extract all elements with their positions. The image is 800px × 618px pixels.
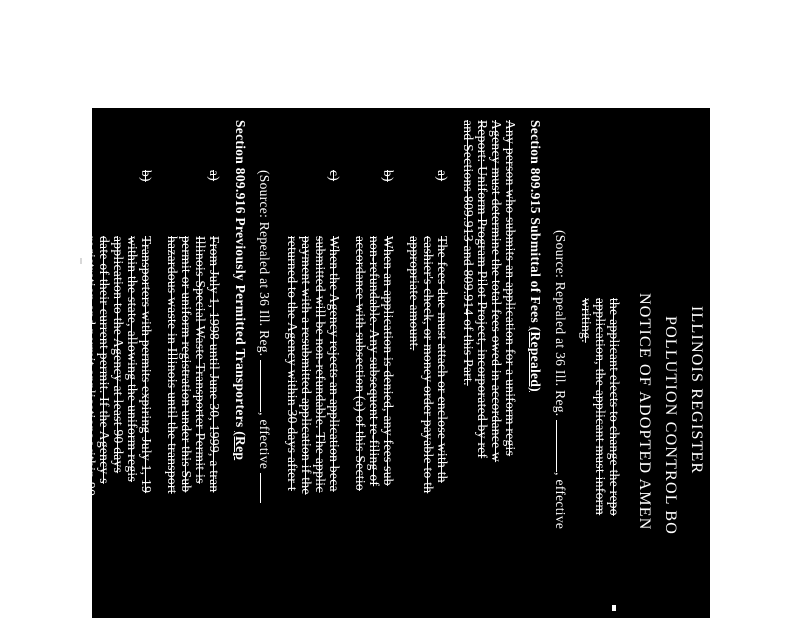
item-916b-line-2: within the state, allowing the uniform regis bbox=[125, 236, 140, 483]
item-b-marker: b) bbox=[381, 170, 396, 182]
source-note-2-blank bbox=[260, 360, 272, 412]
scan-speck bbox=[80, 258, 82, 264]
item-a-line-2: cashier's check, or money order payable to th bbox=[421, 236, 436, 494]
source-note-1-text: (Source: Repealed at 36 Ill. Reg. bbox=[553, 230, 568, 421]
item-916a-line-1: From July 1, 1998 until June 30, 1999, a tran bbox=[207, 236, 222, 493]
source-note-1 bbox=[553, 230, 568, 529]
item-c-line-4: returned to the Agency within 30 days after t bbox=[285, 236, 300, 491]
item-916b-line-4: date of their current permit. If the Agency s bbox=[97, 236, 112, 484]
section-915-line-1: Any person who submits an application for a uniform regis bbox=[503, 120, 518, 457]
board-title: POLLUTION CONTROL BO bbox=[662, 316, 679, 535]
section-916-heading-text: Section 809.916 Previously Permitted Transporters bbox=[233, 120, 248, 432]
item-a-marker: a) bbox=[435, 170, 450, 182]
section-916-heading bbox=[233, 120, 248, 460]
item-c-line-3: payment with a resubmitted application if the bbox=[299, 236, 314, 495]
source-note-2-text: (Source: Repealed at 36 Ill. Reg. bbox=[257, 170, 272, 361]
item-c-line-2: submitted will be non-refundable. The applic bbox=[313, 236, 328, 493]
intro-line-2: application, the applicant must inform bbox=[593, 298, 608, 516]
item-916a-line-3: permit or uniform registration under this Sub bbox=[179, 236, 194, 493]
item-c-line-1: When the Agency rejects an application beca bbox=[327, 236, 342, 492]
register-title: ILLINOIS REGISTER bbox=[688, 306, 705, 475]
item-916b-marker: b) bbox=[139, 170, 154, 182]
item-b-line-1: When an application is denied, any fees sub bbox=[381, 236, 396, 486]
section-915-heading-text: Section 809.915 Submittal of Fees bbox=[528, 120, 543, 327]
source-note-1-blank bbox=[556, 420, 568, 472]
section-916-repealed-tag: (Rep bbox=[233, 431, 248, 461]
item-a-line-3: appropriate amount. bbox=[407, 236, 422, 351]
scanned-page-image bbox=[83, 108, 710, 618]
section-915-heading bbox=[528, 120, 543, 392]
item-916a-marker: a) bbox=[207, 170, 222, 182]
source-note-2 bbox=[257, 170, 272, 503]
intro-line-3: writing. bbox=[579, 298, 594, 343]
item-b-line-3: accordance with subsection (a) of this Sectio bbox=[353, 236, 368, 491]
source-note-1-effective: , effective bbox=[553, 472, 568, 530]
item-c-marker: c) bbox=[327, 170, 342, 182]
item-916b-line-5: registration and permit applications within 90 bbox=[83, 236, 98, 497]
notice-title: NOTICE OF ADOPTED AMEN bbox=[636, 293, 653, 531]
header-rule bbox=[612, 605, 616, 611]
section-915-line-3: Report: Uniform Program Pilot Project, incorporated by ref bbox=[475, 120, 490, 459]
item-b-line-2: non-refundable. Any subsequent re-filing of bbox=[367, 236, 382, 487]
section-915-repealed-tag: (Repealed) bbox=[528, 326, 543, 392]
item-916b-line-3: application to the Agency at least 90 days bbox=[111, 236, 126, 474]
rotated-page-content bbox=[83, 108, 710, 618]
source-note-2-effective: , effective bbox=[257, 412, 272, 473]
item-916a-line-2: Illinois Special Waste Transporter Permit is bbox=[193, 236, 208, 484]
item-916a-line-4: hazardous waste in Illinois until the transport bbox=[165, 236, 180, 494]
item-a-line-1: The fees due must attach or enclose with th bbox=[435, 236, 450, 483]
section-915-line-2: Agency must determine the total fees owed in accordance w bbox=[489, 120, 504, 463]
source-note-2-blank-2 bbox=[260, 473, 272, 503]
section-915-line-4: and Sections 809.913 and 809.914 of this Part. bbox=[461, 120, 476, 386]
intro-line-1: the applicant elects to change the repo bbox=[607, 298, 622, 516]
item-916b-line-1: Transporters with permits expiring July 1, 19 bbox=[139, 236, 154, 494]
